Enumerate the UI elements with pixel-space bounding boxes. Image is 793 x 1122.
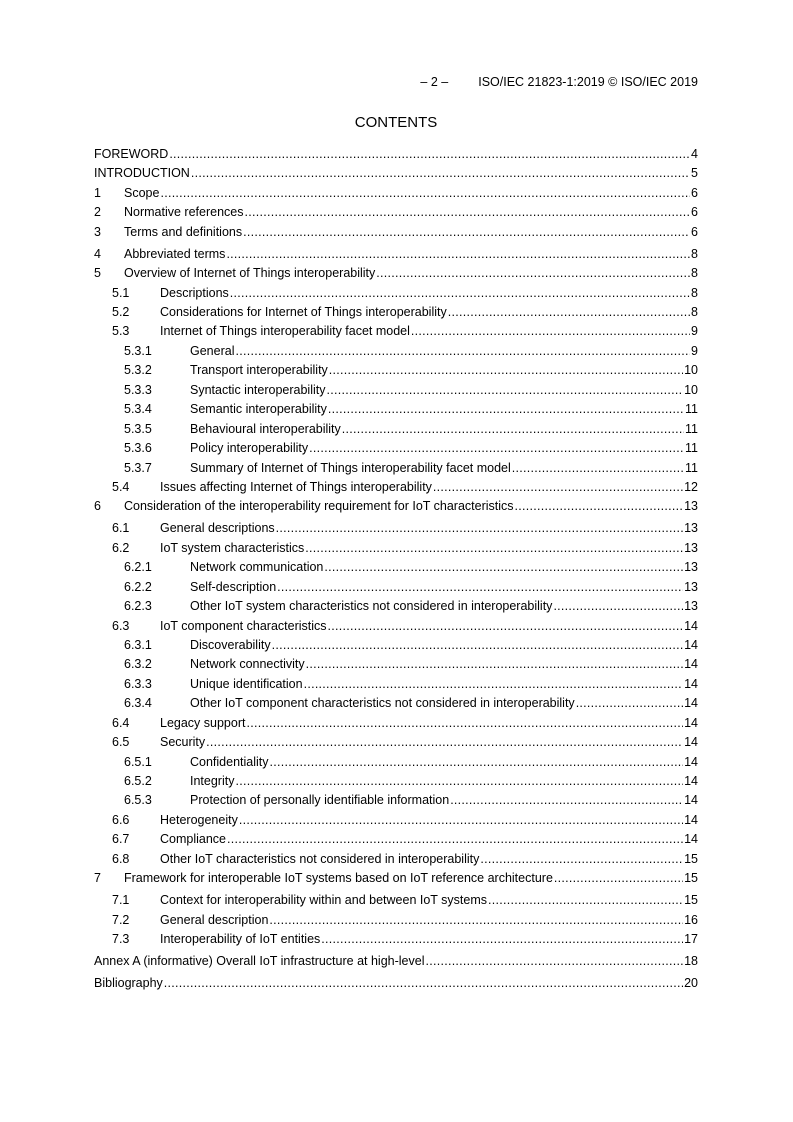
dot-leader xyxy=(512,459,684,478)
dot-leader xyxy=(272,636,684,655)
dot-leader xyxy=(411,322,690,341)
dot-leader xyxy=(169,145,690,164)
toc-entry-page: 15 xyxy=(684,893,698,908)
toc-entry-number: 5.1 xyxy=(112,285,130,300)
toc-entry-number: 5 xyxy=(94,266,101,281)
toc-entry-page: 14 xyxy=(684,793,698,808)
toc-entry-page: 16 xyxy=(684,912,698,927)
toc-entry[interactable] xyxy=(94,497,698,516)
toc-entry-page: 6 xyxy=(691,224,698,239)
dot-leader xyxy=(235,342,690,361)
toc-entry-page: 13 xyxy=(684,579,698,594)
toc-entry-number: 6.3.1 xyxy=(124,637,152,652)
toc-entry-title: Network connectivity xyxy=(190,657,305,672)
table-of-contents xyxy=(94,145,698,993)
dot-leader xyxy=(206,733,683,752)
toc-entry-title: Compliance xyxy=(160,832,227,847)
dot-leader xyxy=(309,439,684,458)
toc-entry-title: Heterogeneity xyxy=(160,812,238,827)
toc-entry[interactable] xyxy=(94,400,698,419)
dot-leader xyxy=(226,245,690,264)
toc-entry-page: 13 xyxy=(684,560,698,575)
dot-leader xyxy=(328,617,684,636)
toc-entry[interactable] xyxy=(94,558,698,577)
toc-entry[interactable] xyxy=(94,519,698,538)
toc-entry-number: 6.5.3 xyxy=(124,793,152,808)
toc-entry[interactable] xyxy=(94,420,698,439)
toc-entry-title: Terms and definitions xyxy=(124,224,243,239)
dot-leader xyxy=(160,184,690,203)
toc-entry-title: IoT system characteristics xyxy=(160,540,305,555)
dot-leader xyxy=(433,478,683,497)
toc-entry[interactable] xyxy=(94,223,698,242)
toc-entry-title: Behavioural interoperability xyxy=(190,421,341,436)
toc-entry-page: 14 xyxy=(684,657,698,672)
toc-entry-page: 13 xyxy=(684,599,698,614)
dot-leader xyxy=(270,753,684,772)
toc-entry-number: 6.2 xyxy=(112,540,130,555)
toc-entry[interactable] xyxy=(94,617,698,636)
toc-entry[interactable] xyxy=(94,811,698,830)
toc-entry-number: 5.3.6 xyxy=(124,441,152,456)
toc-entry-number: 6.5 xyxy=(112,735,130,750)
dot-leader xyxy=(448,303,690,322)
toc-entry-number: 5.3.3 xyxy=(124,382,152,397)
toc-entry-number: 6.1 xyxy=(112,521,130,536)
toc-entry[interactable] xyxy=(94,245,698,264)
toc-entry-title: Legacy support xyxy=(160,715,246,730)
toc-entry-page: 6 xyxy=(691,205,698,220)
toc-entry[interactable] xyxy=(94,694,698,713)
dot-leader xyxy=(239,811,683,830)
toc-entry-page: 14 xyxy=(684,618,698,633)
toc-entry-title: General descriptions xyxy=(160,521,275,536)
toc-entry-title: Unique identification xyxy=(190,676,303,691)
toc-entry-page: 13 xyxy=(684,521,698,536)
toc-entry-number: 5.3.7 xyxy=(124,460,152,475)
toc-entry[interactable] xyxy=(94,830,698,849)
toc-entry-number: 1 xyxy=(94,185,101,200)
toc-entry-number: 6.3.4 xyxy=(124,696,152,711)
toc-entry-number: 6.3.2 xyxy=(124,657,152,672)
dot-leader xyxy=(329,361,683,380)
toc-entry-title: Framework for interoperable IoT systems based on IoT reference architecture xyxy=(124,871,553,886)
toc-entry-page: 17 xyxy=(684,932,698,946)
toc-entry-page: 6 xyxy=(691,185,698,200)
toc-entry[interactable] xyxy=(94,539,698,558)
toc-entry-page: 11 xyxy=(685,421,698,436)
toc-entry-number: 6.4 xyxy=(112,715,130,730)
toc-entry-page: 14 xyxy=(684,774,698,788)
toc-entry[interactable] xyxy=(94,284,698,303)
toc-entry-page: 4 xyxy=(691,147,698,161)
dot-leader xyxy=(576,694,683,713)
toc-entry-title: Transport interoperability xyxy=(190,363,328,378)
toc-entry-title: Self-description xyxy=(190,579,277,594)
toc-entry-number: 7.3 xyxy=(112,932,130,946)
toc-entry-page: 14 xyxy=(684,754,698,769)
toc-entry-page: 14 xyxy=(684,637,698,652)
toc-entry-title: Annex A (informative) Overall IoT infrastructure at high-level xyxy=(94,953,425,968)
toc-entry-title: INTRODUCTION xyxy=(94,166,190,181)
toc-entry-title: Abbreviated terms xyxy=(124,246,226,261)
toc-entry-page: 8 xyxy=(691,246,698,261)
toc-entry[interactable] xyxy=(94,578,698,597)
toc-entry-page: 14 xyxy=(684,696,698,711)
toc-entry-page: 20 xyxy=(684,975,698,990)
toc-entry[interactable] xyxy=(94,184,698,203)
toc-entry[interactable] xyxy=(94,145,698,164)
dot-leader xyxy=(269,911,683,930)
dot-leader xyxy=(488,891,683,910)
toc-entry[interactable] xyxy=(94,164,698,183)
toc-entry-page: 13 xyxy=(684,540,698,555)
toc-entry[interactable] xyxy=(94,772,698,791)
toc-entry-number: 7.1 xyxy=(112,893,130,908)
toc-entry-title: Other IoT component characteristics not considered in interoperability xyxy=(190,696,575,711)
toc-entry[interactable] xyxy=(94,264,698,283)
toc-entry-page: 11 xyxy=(685,441,698,456)
toc-entry-page: 14 xyxy=(684,812,698,827)
toc-entry-title: Other IoT system characteristics not considered in interoperability xyxy=(190,599,553,614)
toc-entry-page: 5 xyxy=(691,166,698,181)
toc-entry-number: 6.7 xyxy=(112,832,130,847)
toc-entry-page: 14 xyxy=(684,735,698,750)
toc-entry-number: 6.2.3 xyxy=(124,599,152,614)
toc-entry-page: 9 xyxy=(691,343,698,358)
toc-entry[interactable] xyxy=(94,869,698,888)
toc-entry-page: 8 xyxy=(691,305,698,319)
toc-entry-number: 6.5.1 xyxy=(124,754,152,769)
toc-entry-page: 10 xyxy=(684,363,698,378)
dot-leader xyxy=(554,869,683,888)
toc-entry[interactable] xyxy=(94,974,698,993)
toc-entry-number: 5.2 xyxy=(112,305,130,319)
toc-entry[interactable] xyxy=(94,361,698,380)
toc-entry[interactable] xyxy=(94,753,698,772)
toc-entry-title: Summary of Internet of Things interoperability facet model xyxy=(190,460,511,475)
toc-entry-title: Scope xyxy=(124,185,160,200)
dot-leader xyxy=(553,597,683,616)
toc-entry[interactable] xyxy=(94,911,698,930)
toc-entry-number: 5.3.1 xyxy=(124,343,152,358)
document-id: ISO/IEC 21823-1:2019 © ISO/IEC 2019 xyxy=(478,75,698,89)
toc-entry[interactable] xyxy=(94,891,698,910)
toc-entry[interactable] xyxy=(94,675,698,694)
toc-entry[interactable] xyxy=(94,655,698,674)
dot-leader xyxy=(306,655,683,674)
toc-entry-page: 14 xyxy=(684,676,698,691)
toc-entry-page: 8 xyxy=(691,266,698,281)
dot-leader xyxy=(230,284,690,303)
toc-entry-number: 6.2.2 xyxy=(124,579,152,594)
dot-leader xyxy=(328,400,684,419)
toc-entry-number: 6 xyxy=(94,499,101,514)
toc-entry-title: Normative references xyxy=(124,205,244,220)
toc-entry-number: 5.3.5 xyxy=(124,421,152,436)
toc-entry-page: 11 xyxy=(685,402,698,417)
dot-leader xyxy=(425,952,683,971)
dot-leader xyxy=(191,164,690,183)
toc-entry-page: 14 xyxy=(684,832,698,847)
toc-entry-number: 2 xyxy=(94,205,101,220)
toc-entry[interactable] xyxy=(94,636,698,655)
dot-leader xyxy=(276,519,683,538)
toc-entry-number: 5.3.2 xyxy=(124,363,152,378)
toc-entry[interactable] xyxy=(94,342,698,361)
toc-entry-title: Context for interoperability within and between IoT systems xyxy=(160,893,488,908)
toc-entry[interactable] xyxy=(94,322,698,341)
toc-entry-title: Confidentiality xyxy=(190,754,269,769)
toc-entry[interactable] xyxy=(94,952,698,971)
toc-entry-number: 6.2.1 xyxy=(124,560,152,575)
dot-leader xyxy=(245,203,691,222)
toc-entry-title: Other IoT characteristics not considered in interoperability xyxy=(160,851,480,866)
toc-entry-title: Syntactic interoperability xyxy=(190,382,326,397)
toc-entry-page: 15 xyxy=(684,871,698,886)
toc-entry-number: 6.8 xyxy=(112,851,130,866)
toc-entry[interactable] xyxy=(94,714,698,733)
toc-entry[interactable] xyxy=(94,733,698,752)
toc-entry-page: 13 xyxy=(684,499,698,514)
toc-entry-number: 6.6 xyxy=(112,812,130,827)
toc-entry[interactable] xyxy=(94,850,698,869)
toc-entry-title: FOREWORD xyxy=(94,147,169,161)
dot-leader xyxy=(246,714,683,733)
toc-entry-title: Discoverability xyxy=(190,637,271,652)
toc-entry-number: 6.3 xyxy=(112,618,130,633)
toc-entry-title: Overview of Internet of Things interoperability xyxy=(124,266,376,281)
toc-entry[interactable] xyxy=(94,478,698,497)
toc-entry-number: 5.3.4 xyxy=(124,402,152,417)
dot-leader xyxy=(305,539,683,558)
toc-entry-title: Network communication xyxy=(190,560,324,575)
dot-leader xyxy=(277,578,683,597)
toc-entry-page: 18 xyxy=(684,953,698,968)
toc-entry-title: Issues affecting Internet of Things interoperability xyxy=(160,479,432,494)
toc-entry-title: Security xyxy=(160,735,206,750)
toc-entry-number: 3 xyxy=(94,224,101,239)
toc-entry-number: 4 xyxy=(94,246,101,261)
toc-entry[interactable] xyxy=(94,791,698,810)
dot-leader xyxy=(480,850,683,869)
toc-entry-number: 5.4 xyxy=(112,479,130,494)
toc-entry[interactable] xyxy=(94,439,698,458)
dot-leader xyxy=(326,381,683,400)
dot-leader xyxy=(342,420,684,439)
toc-entry-title: Consideration of the interoperability requirement for IoT characteristics xyxy=(124,499,514,514)
toc-entry-page: 14 xyxy=(684,715,698,730)
toc-entry-page: 9 xyxy=(691,324,698,339)
toc-entry-title: Internet of Things interoperability facet model xyxy=(160,324,410,339)
toc-entry-page: 12 xyxy=(684,479,698,494)
dot-leader xyxy=(376,264,690,283)
toc-entry-page: 11 xyxy=(685,460,698,475)
toc-entry-page: 15 xyxy=(684,851,698,866)
dot-leader xyxy=(321,930,683,949)
toc-entry[interactable] xyxy=(94,303,698,322)
dot-leader xyxy=(324,558,683,577)
page-header xyxy=(94,75,698,89)
toc-entry-title: Considerations for Internet of Things interoperability xyxy=(160,305,447,319)
toc-entry-page: 10 xyxy=(684,382,698,397)
toc-entry-number: 7 xyxy=(94,871,101,886)
toc-entry-title: Policy interoperability xyxy=(190,441,309,456)
dot-leader xyxy=(515,497,684,516)
toc-entry-title: General xyxy=(190,343,235,358)
toc-heading: CONTENTS xyxy=(354,114,438,131)
toc-entry-number: 6.3.3 xyxy=(124,676,152,691)
page-number: – 2 – xyxy=(420,75,449,89)
toc-entry-title: Integrity xyxy=(190,774,235,788)
toc-entry-title: Interoperability of IoT entities xyxy=(160,932,321,946)
toc-entry-page: 8 xyxy=(691,285,698,300)
toc-entry-number: 5.3 xyxy=(112,324,130,339)
dot-leader xyxy=(243,223,690,242)
dot-leader xyxy=(164,974,683,993)
toc-entry[interactable] xyxy=(94,381,698,400)
toc-entry-title: IoT component characteristics xyxy=(160,618,327,633)
dot-leader xyxy=(235,772,683,791)
toc-entry[interactable] xyxy=(94,930,698,949)
dot-leader xyxy=(304,675,684,694)
toc-entry-title: Bibliography xyxy=(94,975,163,990)
toc-entry-title: Semantic interoperability xyxy=(190,402,327,417)
toc-entry-number: 6.5.2 xyxy=(124,774,152,788)
toc-entry[interactable] xyxy=(94,459,698,478)
dot-leader xyxy=(227,830,683,849)
toc-entry-title: Descriptions xyxy=(160,285,229,300)
toc-entry-title: General description xyxy=(160,912,269,927)
toc-entry[interactable] xyxy=(94,203,698,222)
toc-entry-number: 7.2 xyxy=(112,912,130,927)
dot-leader xyxy=(450,791,683,810)
toc-entry[interactable] xyxy=(94,597,698,616)
toc-entry-title: Protection of personally identifiable information xyxy=(190,793,450,808)
